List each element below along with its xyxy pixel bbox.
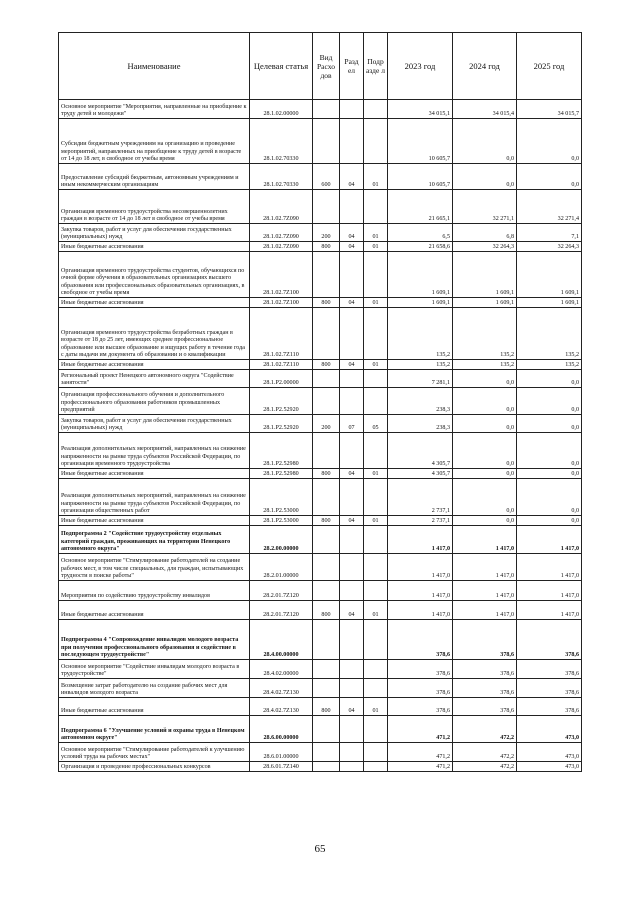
cell-2023: 1 417,0 — [388, 526, 453, 554]
cell-subsection: 01 — [364, 164, 388, 190]
cell-section — [340, 526, 364, 554]
cell-2023: 21 658,6 — [388, 242, 453, 252]
cell-subsection — [364, 679, 388, 698]
cell-target-article: 28.1.02.7Z110 — [250, 308, 313, 360]
cell-2024: 472,2 — [453, 743, 517, 762]
cell-subsection: 01 — [364, 224, 388, 242]
cell-name: Подпрограмма 4 "Сопровождение инвалидов молодого возраста при получении профессионального образования и содействие в последующем трудоустройстве" — [59, 620, 250, 660]
cell-2023: 6,5 — [388, 224, 453, 242]
cell-section — [340, 762, 364, 772]
cell-section — [340, 308, 364, 360]
table-row — [59, 224, 582, 242]
cell-section — [340, 433, 364, 469]
cell-target-article: 28.1.P2.52920 — [250, 415, 313, 433]
cell-2025: 473,0 — [517, 762, 582, 772]
cell-subsection — [364, 743, 388, 762]
cell-name: Мероприятия по содействию трудоустройству инвалидов — [59, 581, 250, 601]
table-row — [59, 554, 582, 581]
cell-2023: 378,6 — [388, 660, 453, 679]
cell-section: 04 — [340, 164, 364, 190]
cell-2023: 2 737,1 — [388, 516, 453, 526]
cell-section — [340, 620, 364, 660]
cell-2025: 0,0 — [517, 119, 582, 164]
cell-2025: 0,0 — [517, 469, 582, 479]
cell-subsection — [364, 252, 388, 298]
cell-name: Организация профессионального обучения и дополнительного профессионального образования работников промышленных предприятий — [59, 388, 250, 415]
cell-subsection — [364, 716, 388, 743]
table-row — [59, 620, 582, 660]
cell-name: Организация и проведение профессиональных конкурсов — [59, 762, 250, 772]
cell-2024: 1 609,1 — [453, 298, 517, 308]
cell-section — [340, 554, 364, 581]
table-row — [59, 308, 582, 360]
header-year-2023: 2023 год — [388, 33, 453, 100]
header-target-article: Целевая статья — [250, 33, 313, 100]
table-row — [59, 581, 582, 601]
cell-2025: 378,6 — [517, 620, 582, 660]
cell-expense-type — [313, 190, 340, 224]
cell-2024: 1 417,0 — [453, 581, 517, 601]
cell-2025: 0,0 — [517, 388, 582, 415]
cell-target-article: 28.1.02.7Z110 — [250, 360, 313, 370]
cell-name: Основное мероприятие "Мероприятия, направленные на приобщение к труду детей и молодежи" — [59, 100, 250, 119]
cell-target-article: 28.1.P2.00000 — [250, 370, 313, 388]
cell-name: Организация временного трудоустройства безработных граждан в возрасте от 18 до 25 лет, имеющих среднее профессиональное образование или высшее образование и ищущих работу в течение года с даты выдачи им документа об образовании и о квалификации — [59, 308, 250, 360]
cell-2025: 0,0 — [517, 370, 582, 388]
cell-2024: 378,6 — [453, 698, 517, 716]
cell-section — [340, 388, 364, 415]
cell-expense-type — [313, 660, 340, 679]
header-name: Наименование — [59, 33, 250, 100]
header-subsection: Подр азде л — [364, 33, 388, 100]
cell-expense-type — [313, 388, 340, 415]
cell-section: 04 — [340, 360, 364, 370]
cell-expense-type — [313, 433, 340, 469]
cell-2023: 378,6 — [388, 620, 453, 660]
cell-target-article: 28.4.00.00000 — [250, 620, 313, 660]
cell-expense-type: 800 — [313, 298, 340, 308]
cell-2023: 4 305,7 — [388, 469, 453, 479]
table-row — [59, 479, 582, 516]
cell-target-article: 28.4.02.7Z130 — [250, 698, 313, 716]
cell-2023: 238,3 — [388, 415, 453, 433]
cell-2023: 238,3 — [388, 388, 453, 415]
cell-expense-type — [313, 119, 340, 164]
cell-section — [340, 100, 364, 119]
cell-expense-type: 600 — [313, 164, 340, 190]
cell-2025: 378,6 — [517, 679, 582, 698]
cell-target-article: 28.6.01.00000 — [250, 743, 313, 762]
budget-table — [58, 32, 582, 772]
cell-2024: 472,2 — [453, 716, 517, 743]
cell-name: Иные бюджетные ассигнования — [59, 698, 250, 716]
cell-expense-type — [313, 620, 340, 660]
cell-2023: 471,2 — [388, 743, 453, 762]
cell-name: Иные бюджетные ассигнования — [59, 601, 250, 620]
cell-2023: 1 609,1 — [388, 252, 453, 298]
header-expense-type: Вид Расхо дов — [313, 33, 340, 100]
cell-name: Основное мероприятие "Стимулирование работодателей к улучшению условий труда на рабочих местах" — [59, 743, 250, 762]
cell-2023: 21 665,1 — [388, 190, 453, 224]
cell-2025: 32 264,3 — [517, 242, 582, 252]
table-row — [59, 119, 582, 164]
cell-target-article: 28.1.02.7Z100 — [250, 298, 313, 308]
cell-target-article: 28.2.01.00000 — [250, 554, 313, 581]
cell-2025: 0,0 — [517, 164, 582, 190]
table-row — [59, 516, 582, 526]
cell-section — [340, 119, 364, 164]
cell-expense-type: 200 — [313, 224, 340, 242]
cell-subsection: 01 — [364, 360, 388, 370]
cell-2025: 378,6 — [517, 698, 582, 716]
cell-expense-type: 800 — [313, 698, 340, 716]
cell-target-article: 28.1.02.7Z100 — [250, 252, 313, 298]
cell-expense-type — [313, 100, 340, 119]
cell-2023: 471,2 — [388, 762, 453, 772]
cell-2025: 0,0 — [517, 479, 582, 516]
cell-2024: 0,0 — [453, 370, 517, 388]
cell-2024: 6,8 — [453, 224, 517, 242]
cell-section: 07 — [340, 415, 364, 433]
table-row — [59, 526, 582, 554]
cell-section — [340, 190, 364, 224]
cell-target-article: 28.2.00.00000 — [250, 526, 313, 554]
cell-expense-type: 800 — [313, 360, 340, 370]
cell-section — [340, 660, 364, 679]
cell-2023: 135,2 — [388, 308, 453, 360]
cell-target-article: 28.1.P2.52980 — [250, 433, 313, 469]
cell-2024: 135,2 — [453, 360, 517, 370]
cell-section: 04 — [340, 298, 364, 308]
cell-target-article: 28.1.02.00000 — [250, 100, 313, 119]
cell-subsection — [364, 620, 388, 660]
table-row — [59, 360, 582, 370]
cell-subsection — [364, 370, 388, 388]
table-row — [59, 469, 582, 479]
table-row — [59, 190, 582, 224]
cell-2024: 0,0 — [453, 469, 517, 479]
cell-target-article: 28.6.01.7Z140 — [250, 762, 313, 772]
cell-subsection: 01 — [364, 516, 388, 526]
cell-subsection — [364, 100, 388, 119]
cell-target-article: 28.4.02.7Z130 — [250, 679, 313, 698]
cell-2025: 1 417,0 — [517, 601, 582, 620]
cell-section — [340, 581, 364, 601]
cell-2023: 10 605,7 — [388, 164, 453, 190]
cell-2024: 0,0 — [453, 164, 517, 190]
cell-name: Закупка товаров, работ и услуг для обеспечения государственных (муниципальных) нужд — [59, 415, 250, 433]
cell-expense-type: 800 — [313, 242, 340, 252]
cell-subsection — [364, 388, 388, 415]
cell-2024: 378,6 — [453, 620, 517, 660]
cell-target-article: 28.2.01.7Z120 — [250, 581, 313, 601]
cell-name: Закупка товаров, работ и услуг для обеспечения государственных (муниципальных) нужд — [59, 224, 250, 242]
cell-subsection: 01 — [364, 469, 388, 479]
cell-2024: 32 271,1 — [453, 190, 517, 224]
table-row — [59, 679, 582, 698]
cell-name: Основное мероприятие "Стимулирование работодателей на создание рабочих мест, в том числе специальных, для граждан, испытывающих трудности в поиске работы" — [59, 554, 250, 581]
cell-section: 04 — [340, 224, 364, 242]
cell-section — [340, 370, 364, 388]
cell-2024: 472,2 — [453, 762, 517, 772]
cell-2023: 1 417,0 — [388, 554, 453, 581]
cell-name: Организация временного трудоустройства несовершеннолетних граждан в возрасте от 14 до 18 лет в свободное от учебы время — [59, 190, 250, 224]
cell-expense-type — [313, 370, 340, 388]
cell-2025: 473,0 — [517, 716, 582, 743]
cell-2024: 378,6 — [453, 679, 517, 698]
cell-expense-type: 800 — [313, 469, 340, 479]
cell-name: Иные бюджетные ассигнования — [59, 469, 250, 479]
cell-section: 04 — [340, 242, 364, 252]
cell-2025: 1 609,1 — [517, 252, 582, 298]
cell-target-article: 28.6.00.00000 — [250, 716, 313, 743]
cell-2024: 0,0 — [453, 415, 517, 433]
cell-target-article: 28.1.02.7Z090 — [250, 242, 313, 252]
cell-target-article: 28.4.02.00000 — [250, 660, 313, 679]
cell-target-article: 28.2.01.7Z120 — [250, 601, 313, 620]
cell-2023: 471,2 — [388, 716, 453, 743]
cell-subsection — [364, 308, 388, 360]
cell-name: Предоставление субсидий бюджетным, автономным учреждениям и иным некоммерческим организациям — [59, 164, 250, 190]
cell-subsection — [364, 660, 388, 679]
cell-expense-type: 200 — [313, 415, 340, 433]
cell-subsection — [364, 119, 388, 164]
cell-2023: 2 737,1 — [388, 479, 453, 516]
cell-name: Возмещение затрат работодателю на создание рабочих мест для инвалидов молодого возраста — [59, 679, 250, 698]
cell-section — [340, 479, 364, 516]
cell-name: Региональный проект Ненецкого автономного округа "Содействие занятости" — [59, 370, 250, 388]
cell-2025: 32 271,4 — [517, 190, 582, 224]
cell-expense-type — [313, 479, 340, 516]
table-row — [59, 716, 582, 743]
cell-2023: 10 605,7 — [388, 119, 453, 164]
cell-2025: 1 417,0 — [517, 526, 582, 554]
cell-2025: 0,0 — [517, 516, 582, 526]
table-header — [59, 33, 582, 100]
cell-2024: 1 609,1 — [453, 252, 517, 298]
table-row — [59, 601, 582, 620]
cell-target-article: 28.1.02.7Z090 — [250, 224, 313, 242]
cell-subsection — [364, 581, 388, 601]
cell-subsection: 01 — [364, 242, 388, 252]
cell-name: Иные бюджетные ассигнования — [59, 516, 250, 526]
cell-name: Реализация дополнительных мероприятий, направленных на снижение напряженности на рынке труда субъектов Российской Федерации, по организации временного трудоустройства — [59, 433, 250, 469]
cell-subsection — [364, 190, 388, 224]
header-section: Разд ел — [340, 33, 364, 100]
cell-section — [340, 716, 364, 743]
cell-2023: 4 305,7 — [388, 433, 453, 469]
table-row — [59, 698, 582, 716]
cell-subsection — [364, 479, 388, 516]
cell-2024: 0,0 — [453, 433, 517, 469]
cell-expense-type — [313, 743, 340, 762]
cell-expense-type — [313, 526, 340, 554]
cell-2023: 7 281,1 — [388, 370, 453, 388]
cell-expense-type: 800 — [313, 601, 340, 620]
cell-subsection: 01 — [364, 601, 388, 620]
cell-subsection: 05 — [364, 415, 388, 433]
header-year-2025: 2025 год — [517, 33, 582, 100]
table-row — [59, 415, 582, 433]
cell-2025: 7,1 — [517, 224, 582, 242]
cell-2024: 0,0 — [453, 479, 517, 516]
page-number: 65 — [314, 843, 326, 855]
table-row — [59, 433, 582, 469]
cell-subsection — [364, 762, 388, 772]
cell-expense-type — [313, 716, 340, 743]
cell-2024: 0,0 — [453, 516, 517, 526]
cell-name: Основное мероприятие "Содействие инвалидам молодого возраста в трудоустройстве" — [59, 660, 250, 679]
cell-subsection — [364, 554, 388, 581]
cell-2025: 0,0 — [517, 433, 582, 469]
table-row — [59, 100, 582, 119]
cell-2024: 0,0 — [453, 119, 517, 164]
cell-subsection: 01 — [364, 298, 388, 308]
cell-section: 04 — [340, 601, 364, 620]
cell-expense-type — [313, 252, 340, 298]
cell-section: 04 — [340, 469, 364, 479]
cell-2025: 0,0 — [517, 415, 582, 433]
cell-subsection: 01 — [364, 698, 388, 716]
cell-name: Иные бюджетные ассигнования — [59, 360, 250, 370]
cell-name: Подпрограмма 6 "Улучшение условий и охраны труда в Ненецком автономном округе" — [59, 716, 250, 743]
cell-name: Иные бюджетные ассигнования — [59, 298, 250, 308]
cell-2023: 135,2 — [388, 360, 453, 370]
cell-2023: 378,6 — [388, 679, 453, 698]
cell-expense-type — [313, 581, 340, 601]
cell-2025: 135,2 — [517, 360, 582, 370]
table-row — [59, 660, 582, 679]
cell-expense-type — [313, 762, 340, 772]
cell-2024: 1 417,0 — [453, 526, 517, 554]
cell-target-article: 28.1.02.70330 — [250, 119, 313, 164]
table-body — [59, 100, 582, 772]
cell-expense-type — [313, 554, 340, 581]
cell-2025: 378,6 — [517, 660, 582, 679]
cell-2024: 1 417,0 — [453, 554, 517, 581]
table-row — [59, 743, 582, 762]
table-row — [59, 164, 582, 190]
cell-section — [340, 679, 364, 698]
cell-2024: 1 417,0 — [453, 601, 517, 620]
cell-2025: 1 417,0 — [517, 554, 582, 581]
table-row — [59, 298, 582, 308]
cell-name: Иные бюджетные ассигнования — [59, 242, 250, 252]
table-row — [59, 242, 582, 252]
cell-2023: 378,6 — [388, 698, 453, 716]
table-row — [59, 370, 582, 388]
cell-2024: 34 015,4 — [453, 100, 517, 119]
cell-2025: 1 609,1 — [517, 298, 582, 308]
cell-2025: 34 015,7 — [517, 100, 582, 119]
cell-target-article: 28.1.P2.52980 — [250, 469, 313, 479]
cell-section — [340, 252, 364, 298]
cell-2024: 378,6 — [453, 660, 517, 679]
cell-name: Подпрограмма 2 "Содействие трудоустройству отдельных категорий граждан, проживающих на территории Ненецкого автономного округа" — [59, 526, 250, 554]
cell-2024: 0,0 — [453, 388, 517, 415]
cell-2024: 135,2 — [453, 308, 517, 360]
table-row — [59, 252, 582, 298]
cell-target-article: 28.1.P2.53000 — [250, 479, 313, 516]
cell-subsection — [364, 433, 388, 469]
cell-expense-type — [313, 308, 340, 360]
cell-2023: 1 609,1 — [388, 298, 453, 308]
cell-section: 04 — [340, 698, 364, 716]
cell-2025: 473,0 — [517, 743, 582, 762]
cell-2024: 32 264,3 — [453, 242, 517, 252]
cell-section: 04 — [340, 516, 364, 526]
cell-target-article: 28.1.02.70330 — [250, 164, 313, 190]
cell-expense-type: 800 — [313, 516, 340, 526]
cell-name: Субсидии бюджетным учреждениям на организацию и проведение мероприятий, направленных на приобщение к труду детей в возрасте от 14 до 18 лет, в свободное от учебы время — [59, 119, 250, 164]
cell-name: Реализация дополнительных мероприятий, направленных на снижение напряженности на рынке труда субъектов Российской Федерации, по организации общественных работ — [59, 479, 250, 516]
cell-2023: 1 417,0 — [388, 601, 453, 620]
cell-2023: 34 015,1 — [388, 100, 453, 119]
cell-name: Организация временного трудоустройства студентов, обучающихся по очной форме обучения в образовательных организациях высшего образования или профессиональных образовательных организациях, в свободное от учебы время — [59, 252, 250, 298]
cell-section — [340, 743, 364, 762]
cell-subsection — [364, 526, 388, 554]
table-row — [59, 762, 582, 772]
header-year-2024: 2024 год — [453, 33, 517, 100]
cell-expense-type — [313, 679, 340, 698]
cell-2023: 1 417,0 — [388, 581, 453, 601]
cell-2025: 1 417,0 — [517, 581, 582, 601]
cell-target-article: 28.1.P2.52920 — [250, 388, 313, 415]
cell-target-article: 28.1.02.7Z090 — [250, 190, 313, 224]
table-row — [59, 388, 582, 415]
cell-2025: 135,2 — [517, 308, 582, 360]
cell-target-article: 28.1.P2.53000 — [250, 516, 313, 526]
